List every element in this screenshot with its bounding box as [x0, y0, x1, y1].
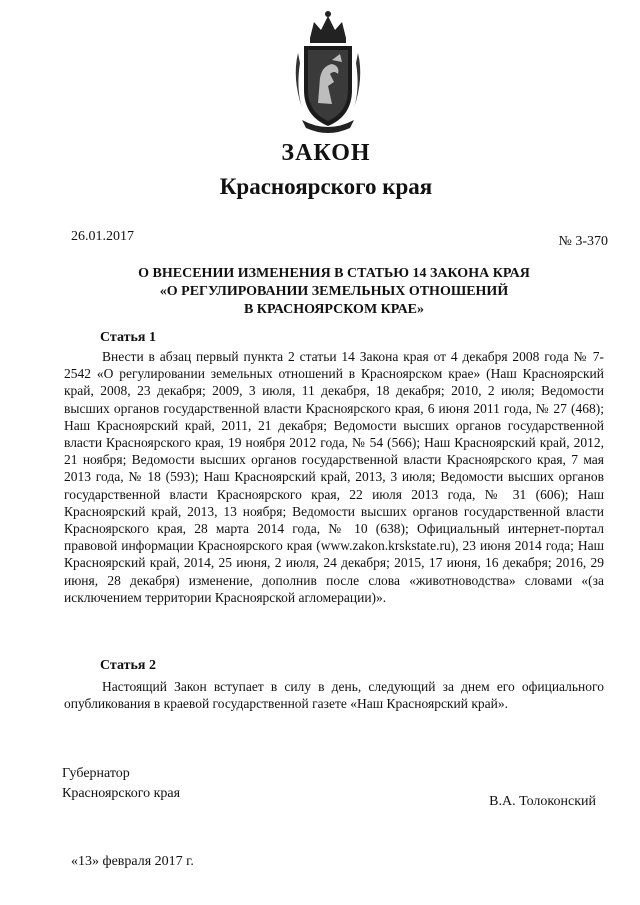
law-heading-line: «О РЕГУЛИРОВАНИИ ЗЕМЕЛЬНЫХ ОТНОШЕНИЙ: [159, 284, 509, 299]
law-heading-line: О ВНЕСЕНИИ ИЗМЕНЕНИЯ В СТАТЬЮ 14 ЗАКОНА КРАЯ: [138, 266, 530, 281]
document-date: 26.01.2017: [71, 229, 134, 244]
article-2-text: Настоящий Закон вступает в силу в день, следующий за днем его официального опубликования в краевой государственной газете «Наш Красноярский край».: [64, 679, 604, 712]
document-title: ЗАКОН: [281, 140, 371, 166]
krasnoyarsk-coat-of-arms-icon: [288, 8, 368, 138]
article-1-text: Внести в абзац первый пункта 2 статьи 14 Закона края от 4 декабря 2008 года № 7-2542 «О регулировании земельных отношений в Красноярском крае» (Наш Красноярский край, 2008, 23 декабря; 2009, 3 июля, 11 декабря, 18 декабря; 2010, 2 июля; Ведомости высших органов государственной власти Красноярского края, 6 июня 2011 года, № 27 (468); Наш Красноярский край, 2011, 21 декабря; Ведомости высших органов государственной власти Красноярского края, 19 ноября 2012 года, № 54 (566); Наш Красноярский край, 2012, 21 ноября; Ведомости высших органов государственной власти Красноярского края, 7 мая 2013 года, № 18 (593); Наш Красноярский край, 2013, 3 июля; Ведомости высших органов государственной власти Красноярского края, 22 июля 2013 года, № 31 (606); Наш Красноярский край, 2013, 13 ноября; Ведомости высших органов государственной власти Красноярского края, 28 марта 2014 года, № 10 (638); Официальный интернет-портал правовой информации Красноярского края (www.zakon.krskstate.ru), 23 июня 2014 года; Наш Красноярский край, 2014, 25 июня, 2 июля, 24 декабря; 2015, 17 июня, 16 декабря; 2016, 29 июня, 28 декабря) изменение, дополнив после слова «животноводства» словами «(за исключением территории Красноярской агломерации)».: [64, 349, 604, 605]
article-1-title: Статья 1: [100, 330, 156, 345]
signatory-position-region: Красноярского края: [62, 786, 181, 801]
signatory-name: В.А. Толоконский: [489, 794, 596, 809]
signing-date: «13» февраля 2017 г.: [71, 854, 194, 869]
law-heading: [60, 265, 608, 319]
document-number: № 3-370: [558, 234, 608, 249]
document-subtitle: Красноярского края: [219, 174, 433, 199]
signatory-position: Губернатор: [62, 766, 130, 781]
article-2-title: Статья 2: [100, 658, 156, 673]
law-heading-line: В КРАСНОЯРСКОМ КРАЕ»: [243, 302, 425, 317]
